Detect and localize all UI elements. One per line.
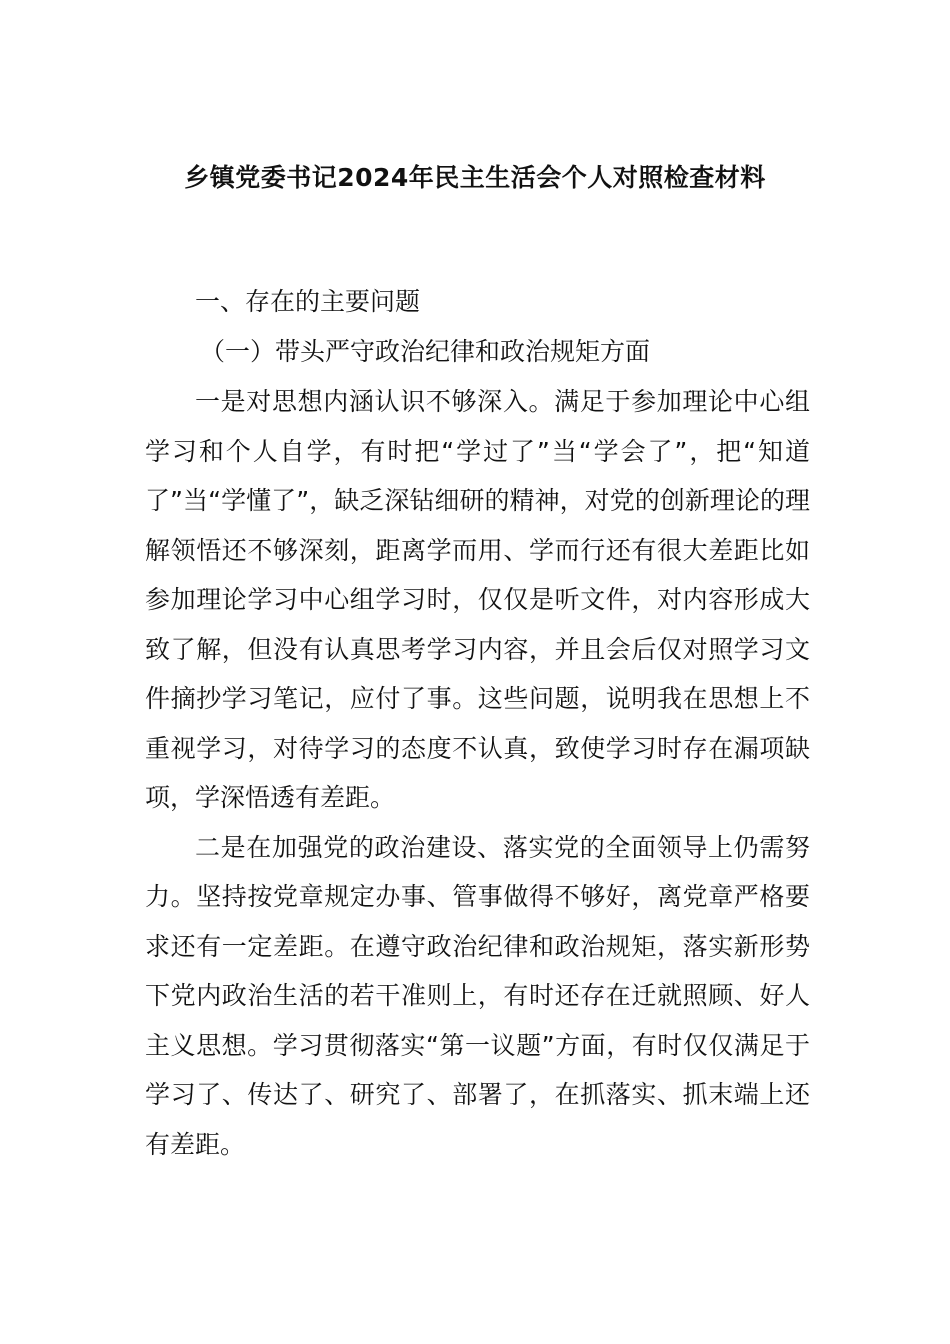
section-heading: 一、存在的主要问题 — [195, 287, 421, 316]
subsection-heading: （一）带头严守政治纪律和政治规矩方面 — [200, 337, 651, 366]
document-title: 乡镇党委书记2024年民主生活会个人对照检查材料 — [184, 163, 766, 192]
document-body — [145, 277, 810, 1169]
paragraph-2: 二是在加强党的政治建设、落实党的全面领导上仍需努力。坚持按党章规定办事、管事做得不够好，离党章严格要求还有一定差距。在遵守政治纪律和政治规矩，落实新形势下党内政治生活的若干准则上，有时还存在迁就照顾、好人主义思想。学习贯彻落实“第一议题”方面，有时仅仅满足于学习了、传达了、研究了、部署了，在抓落实、抓末端上还有差距。 — [145, 832, 810, 1159]
paragraph-1: 一是对思想内涵认识不够深入。满足于参加理论中心组学习和个人自学，有时把“学过了”当“学会了”，把“知道了”当“学懂了”，缺乏深钻细研的精神，对党的创新理论的理解领悟还不够深刻，距离学而用、学而行还有很大差距比如参加理论学习中心组学习时，仅仅是听文件，对内容形成大致了解，但没有认真思考学习内容，并且会后仅对照学习文件摘抄学习笔记，应付了事。这些问题，说明我在思想上不重视学习，对待学习的态度不认真，致使学习时存在漏项缺项，学深悟透有差距。 — [145, 387, 810, 812]
